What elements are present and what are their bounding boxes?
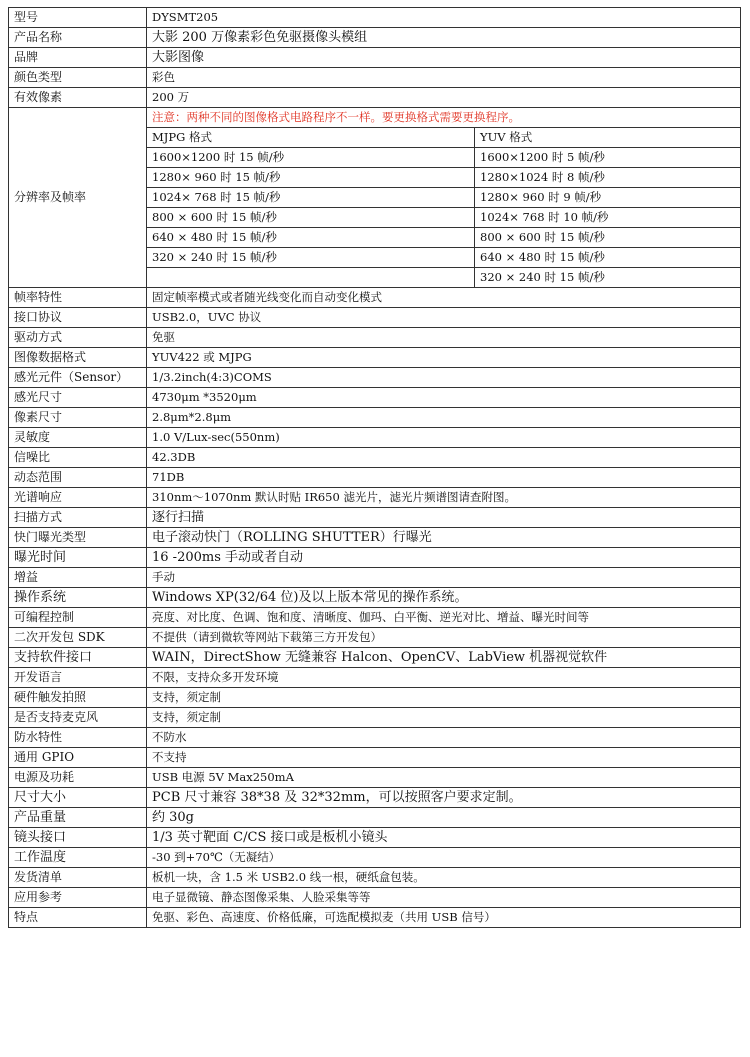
spec-label: 开发语言 xyxy=(9,668,147,688)
spec-value: 71DB xyxy=(147,468,741,488)
spec-row xyxy=(9,848,741,868)
spec-value: 支持，须定制 xyxy=(147,688,741,708)
yuv-mode: 1280×1024 时 8 帧/秒 xyxy=(475,168,741,188)
mjpg-mode: 640 × 480 时 15 帧/秒 xyxy=(147,228,475,248)
spec-value: YUV422 或 MJPG xyxy=(147,348,741,368)
spec-label: 接口协议 xyxy=(9,308,147,328)
yuv-mode: 320 × 240 时 15 帧/秒 xyxy=(475,268,741,288)
spec-value: 不防水 xyxy=(147,728,741,748)
spec-row xyxy=(9,868,741,888)
spec-label: 感光元件（Sensor） xyxy=(9,368,147,388)
spec-label: 帧率特性 xyxy=(9,288,147,308)
spec-value: 1.0 V/Lux-sec(550nm) xyxy=(147,428,741,448)
spec-label: 产品重量 xyxy=(9,808,147,828)
spec-row xyxy=(9,788,741,808)
spec-value: USB2.0，UVC 协议 xyxy=(147,308,741,328)
spec-value: 手动 xyxy=(147,568,741,588)
spec-label: 感光尺寸 xyxy=(9,388,147,408)
spec-value: 不提供（请到微软等网站下载第三方开发包） xyxy=(147,628,741,648)
spec-label: 型号 xyxy=(9,8,147,28)
spec-value: 电子滚动快门（ROLLING SHUTTER）行曝光 xyxy=(147,528,741,548)
spec-value: 亮度、对比度、色调、饱和度、清晰度、伽玛、白平衡、逆光对比、增益、曝光时间等 xyxy=(147,608,741,628)
spec-row xyxy=(9,528,741,548)
spec-value: 固定帧率模式或者随光线变化而自动变化模式 xyxy=(147,288,741,308)
spec-row xyxy=(9,68,741,88)
spec-value: PCB 尺寸兼容 38*38 及 32*32mm，可以按照客户要求定制。 xyxy=(147,788,741,808)
spec-row xyxy=(9,648,741,668)
spec-label: 曝光时间 xyxy=(9,548,147,568)
spec-table xyxy=(8,7,741,928)
spec-row xyxy=(9,888,741,908)
resolution-note-row xyxy=(9,108,741,128)
spec-label: 增益 xyxy=(9,568,147,588)
spec-row xyxy=(9,368,741,388)
spec-label: 应用参考 xyxy=(9,888,147,908)
spec-label: 有效像素 xyxy=(9,88,147,108)
spec-label: 可编程控制 xyxy=(9,608,147,628)
yuv-header: YUV 格式 xyxy=(475,128,741,148)
spec-label: 工作温度 xyxy=(9,848,147,868)
spec-label: 电源及功耗 xyxy=(9,768,147,788)
spec-row xyxy=(9,828,741,848)
spec-label: 产品名称 xyxy=(9,28,147,48)
spec-label: 像素尺寸 xyxy=(9,408,147,428)
spec-value: 200 万 xyxy=(147,88,741,108)
spec-value: 不支持 xyxy=(147,748,741,768)
spec-row xyxy=(9,808,741,828)
spec-label: 图像数据格式 xyxy=(9,348,147,368)
spec-row xyxy=(9,748,741,768)
spec-label: 灵敏度 xyxy=(9,428,147,448)
spec-value: DYSMT205 xyxy=(147,8,741,28)
spec-label: 尺寸大小 xyxy=(9,788,147,808)
spec-value: USB 电源 5V Max250mA xyxy=(147,768,741,788)
spec-row xyxy=(9,408,741,428)
spec-label: 动态范围 xyxy=(9,468,147,488)
spec-value: WAIN，DirectShow 无缝兼容 Halcon、OpenCV、LabView 机器视觉软件 xyxy=(147,648,741,668)
spec-row xyxy=(9,688,741,708)
spec-value: 310nm～1070nm 默认时贴 IR650 滤光片，滤光片频谱图请查附图。 xyxy=(147,488,741,508)
yuv-mode: 1280× 960 时 9 帧/秒 xyxy=(475,188,741,208)
spec-value: 不限，支持众多开发环境 xyxy=(147,668,741,688)
spec-value: 1/3 英寸靶面 C/CS 接口或是板机小镜头 xyxy=(147,828,741,848)
yuv-mode: 640 × 480 时 15 帧/秒 xyxy=(475,248,741,268)
spec-value: 大影图像 xyxy=(147,48,741,68)
spec-value: 大影 200 万像素彩色免驱摄像头模组 xyxy=(147,28,741,48)
spec-label: 品牌 xyxy=(9,48,147,68)
mjpg-header: MJPG 格式 xyxy=(147,128,475,148)
spec-label: 是否支持麦克风 xyxy=(9,708,147,728)
mjpg-mode: 800 × 600 时 15 帧/秒 xyxy=(147,208,475,228)
spec-value: 逐行扫描 xyxy=(147,508,741,528)
spec-label: 镜头接口 xyxy=(9,828,147,848)
spec-row xyxy=(9,588,741,608)
spec-label: 二次开发包 SDK xyxy=(9,628,147,648)
spec-table-body xyxy=(9,8,741,928)
spec-row xyxy=(9,428,741,448)
spec-label: 硬件触发拍照 xyxy=(9,688,147,708)
spec-label: 防水特性 xyxy=(9,728,147,748)
spec-row xyxy=(9,88,741,108)
spec-value: 支持，须定制 xyxy=(147,708,741,728)
resolution-note: 注意：两种不同的图像格式电路程序不一样。要更换格式需要更换程序。 xyxy=(147,108,741,128)
spec-label: 特点 xyxy=(9,908,147,928)
spec-label: 扫描方式 xyxy=(9,508,147,528)
spec-row xyxy=(9,288,741,308)
spec-row xyxy=(9,48,741,68)
spec-value: Windows XP(32/64 位)及以上版本常见的操作系统。 xyxy=(147,588,741,608)
yuv-mode: 1600×1200 时 5 帧/秒 xyxy=(475,148,741,168)
spec-value: 免驱 xyxy=(147,328,741,348)
spec-row xyxy=(9,508,741,528)
spec-row xyxy=(9,708,741,728)
spec-value: 约 30g xyxy=(147,808,741,828)
spec-label: 快门曝光类型 xyxy=(9,528,147,548)
spec-value: 电子显微镜、静态图像采集、人脸采集等等 xyxy=(147,888,741,908)
spec-row xyxy=(9,768,741,788)
spec-label: 操作系统 xyxy=(9,588,147,608)
spec-label: 信噪比 xyxy=(9,448,147,468)
spec-row xyxy=(9,328,741,348)
spec-row xyxy=(9,628,741,648)
spec-value: 免驱、彩色、高速度、价格低廉，可选配模拟麦（共用 USB 信号） xyxy=(147,908,741,928)
spec-value: 板机一块，含 1.5 米 USB2.0 线一根，硬纸盒包装。 xyxy=(147,868,741,888)
spec-row xyxy=(9,608,741,628)
spec-row xyxy=(9,548,741,568)
spec-row xyxy=(9,668,741,688)
spec-label: 支持软件接口 xyxy=(9,648,147,668)
yuv-mode: 800 × 600 时 15 帧/秒 xyxy=(475,228,741,248)
spec-row xyxy=(9,28,741,48)
spec-label: 光谱响应 xyxy=(9,488,147,508)
spec-row xyxy=(9,308,741,328)
spec-label: 发货清单 xyxy=(9,868,147,888)
spec-label: 颜色类型 xyxy=(9,68,147,88)
mjpg-mode xyxy=(147,268,475,288)
yuv-mode: 1024× 768 时 10 帧/秒 xyxy=(475,208,741,228)
spec-value: 1/3.2inch(4:3)COMS xyxy=(147,368,741,388)
spec-value: -30 到+70℃（无凝结） xyxy=(147,848,741,868)
spec-value: 4730μm *3520μm xyxy=(147,388,741,408)
spec-row xyxy=(9,468,741,488)
spec-row xyxy=(9,348,741,368)
spec-row xyxy=(9,728,741,748)
spec-row xyxy=(9,908,741,928)
spec-row xyxy=(9,488,741,508)
spec-value: 42.3DB xyxy=(147,448,741,468)
mjpg-mode: 1024× 768 时 15 帧/秒 xyxy=(147,188,475,208)
spec-label: 驱动方式 xyxy=(9,328,147,348)
spec-row xyxy=(9,448,741,468)
spec-row xyxy=(9,8,741,28)
spec-value: 2.8μm*2.8μm xyxy=(147,408,741,428)
spec-value: 16 -200ms 手动或者自动 xyxy=(147,548,741,568)
spec-value: 彩色 xyxy=(147,68,741,88)
spec-row xyxy=(9,568,741,588)
mjpg-mode: 1280× 960 时 15 帧/秒 xyxy=(147,168,475,188)
spec-row xyxy=(9,388,741,408)
spec-label: 通用 GPIO xyxy=(9,748,147,768)
mjpg-mode: 320 × 240 时 15 帧/秒 xyxy=(147,248,475,268)
mjpg-mode: 1600×1200 时 15 帧/秒 xyxy=(147,148,475,168)
resolution-label: 分辨率及帧率 xyxy=(9,108,147,288)
